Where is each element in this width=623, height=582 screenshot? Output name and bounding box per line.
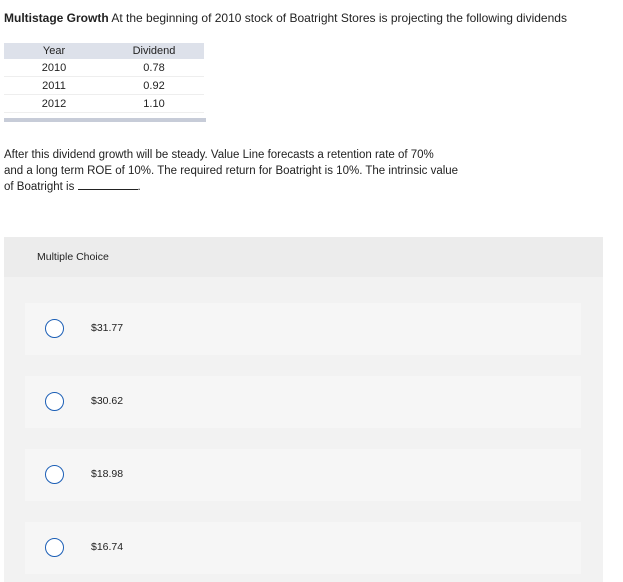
question-body-line-2: and a long term ROE of 10%. The required return for Boatright is 10%. The intrinsic value	[4, 165, 459, 177]
question-title	[4, 11, 619, 25]
choice-option-3[interactable]	[25, 449, 581, 501]
table-row	[4, 95, 204, 113]
table-row	[4, 59, 204, 77]
choice-option-2[interactable]	[25, 376, 581, 428]
choice-text: $16.74	[91, 541, 124, 553]
dividend-table	[4, 43, 204, 113]
table-cell-dividend: 0.78	[104, 59, 204, 77]
question-title-text: At the beginning of 2010 stock of Boatright Stores is projecting the following dividends	[111, 11, 567, 25]
question-title-bold: Multistage Growth	[4, 11, 109, 25]
answer-blank	[78, 179, 138, 190]
question-body-line-3: of Boatright is	[4, 181, 75, 193]
radio-button-icon[interactable]	[45, 319, 64, 338]
radio-button-icon[interactable]	[45, 465, 64, 484]
choice-text: $30.62	[91, 395, 124, 407]
table-header-row	[4, 43, 204, 59]
table-cell-year: 2010	[4, 59, 104, 77]
table-bottom-divider	[4, 118, 206, 122]
choice-option-4[interactable]	[25, 522, 581, 574]
table-cell-year: 2011	[4, 77, 104, 95]
multiple-choice-label: Multiple Choice	[37, 251, 109, 263]
table-cell-dividend: 1.10	[104, 95, 204, 113]
table-cell-year: 2012	[4, 95, 104, 113]
table-header-year: Year	[4, 43, 104, 59]
question-body-end: .	[137, 181, 141, 193]
choice-text: $18.98	[91, 468, 124, 480]
choice-text: $31.77	[91, 322, 124, 334]
table-row	[4, 77, 204, 95]
choice-option-1[interactable]	[25, 303, 581, 355]
radio-button-icon[interactable]	[45, 538, 64, 557]
multiple-choice-panel	[4, 237, 603, 582]
question-body-line-1: After this dividend growth will be steady. Value Line forecasts a retention rate of 70%	[4, 149, 434, 161]
table-header-dividend: Dividend	[104, 43, 204, 59]
multiple-choice-header	[4, 237, 603, 277]
radio-button-icon[interactable]	[45, 392, 64, 411]
table-cell-dividend: 0.92	[104, 77, 204, 95]
question-body	[4, 147, 504, 195]
